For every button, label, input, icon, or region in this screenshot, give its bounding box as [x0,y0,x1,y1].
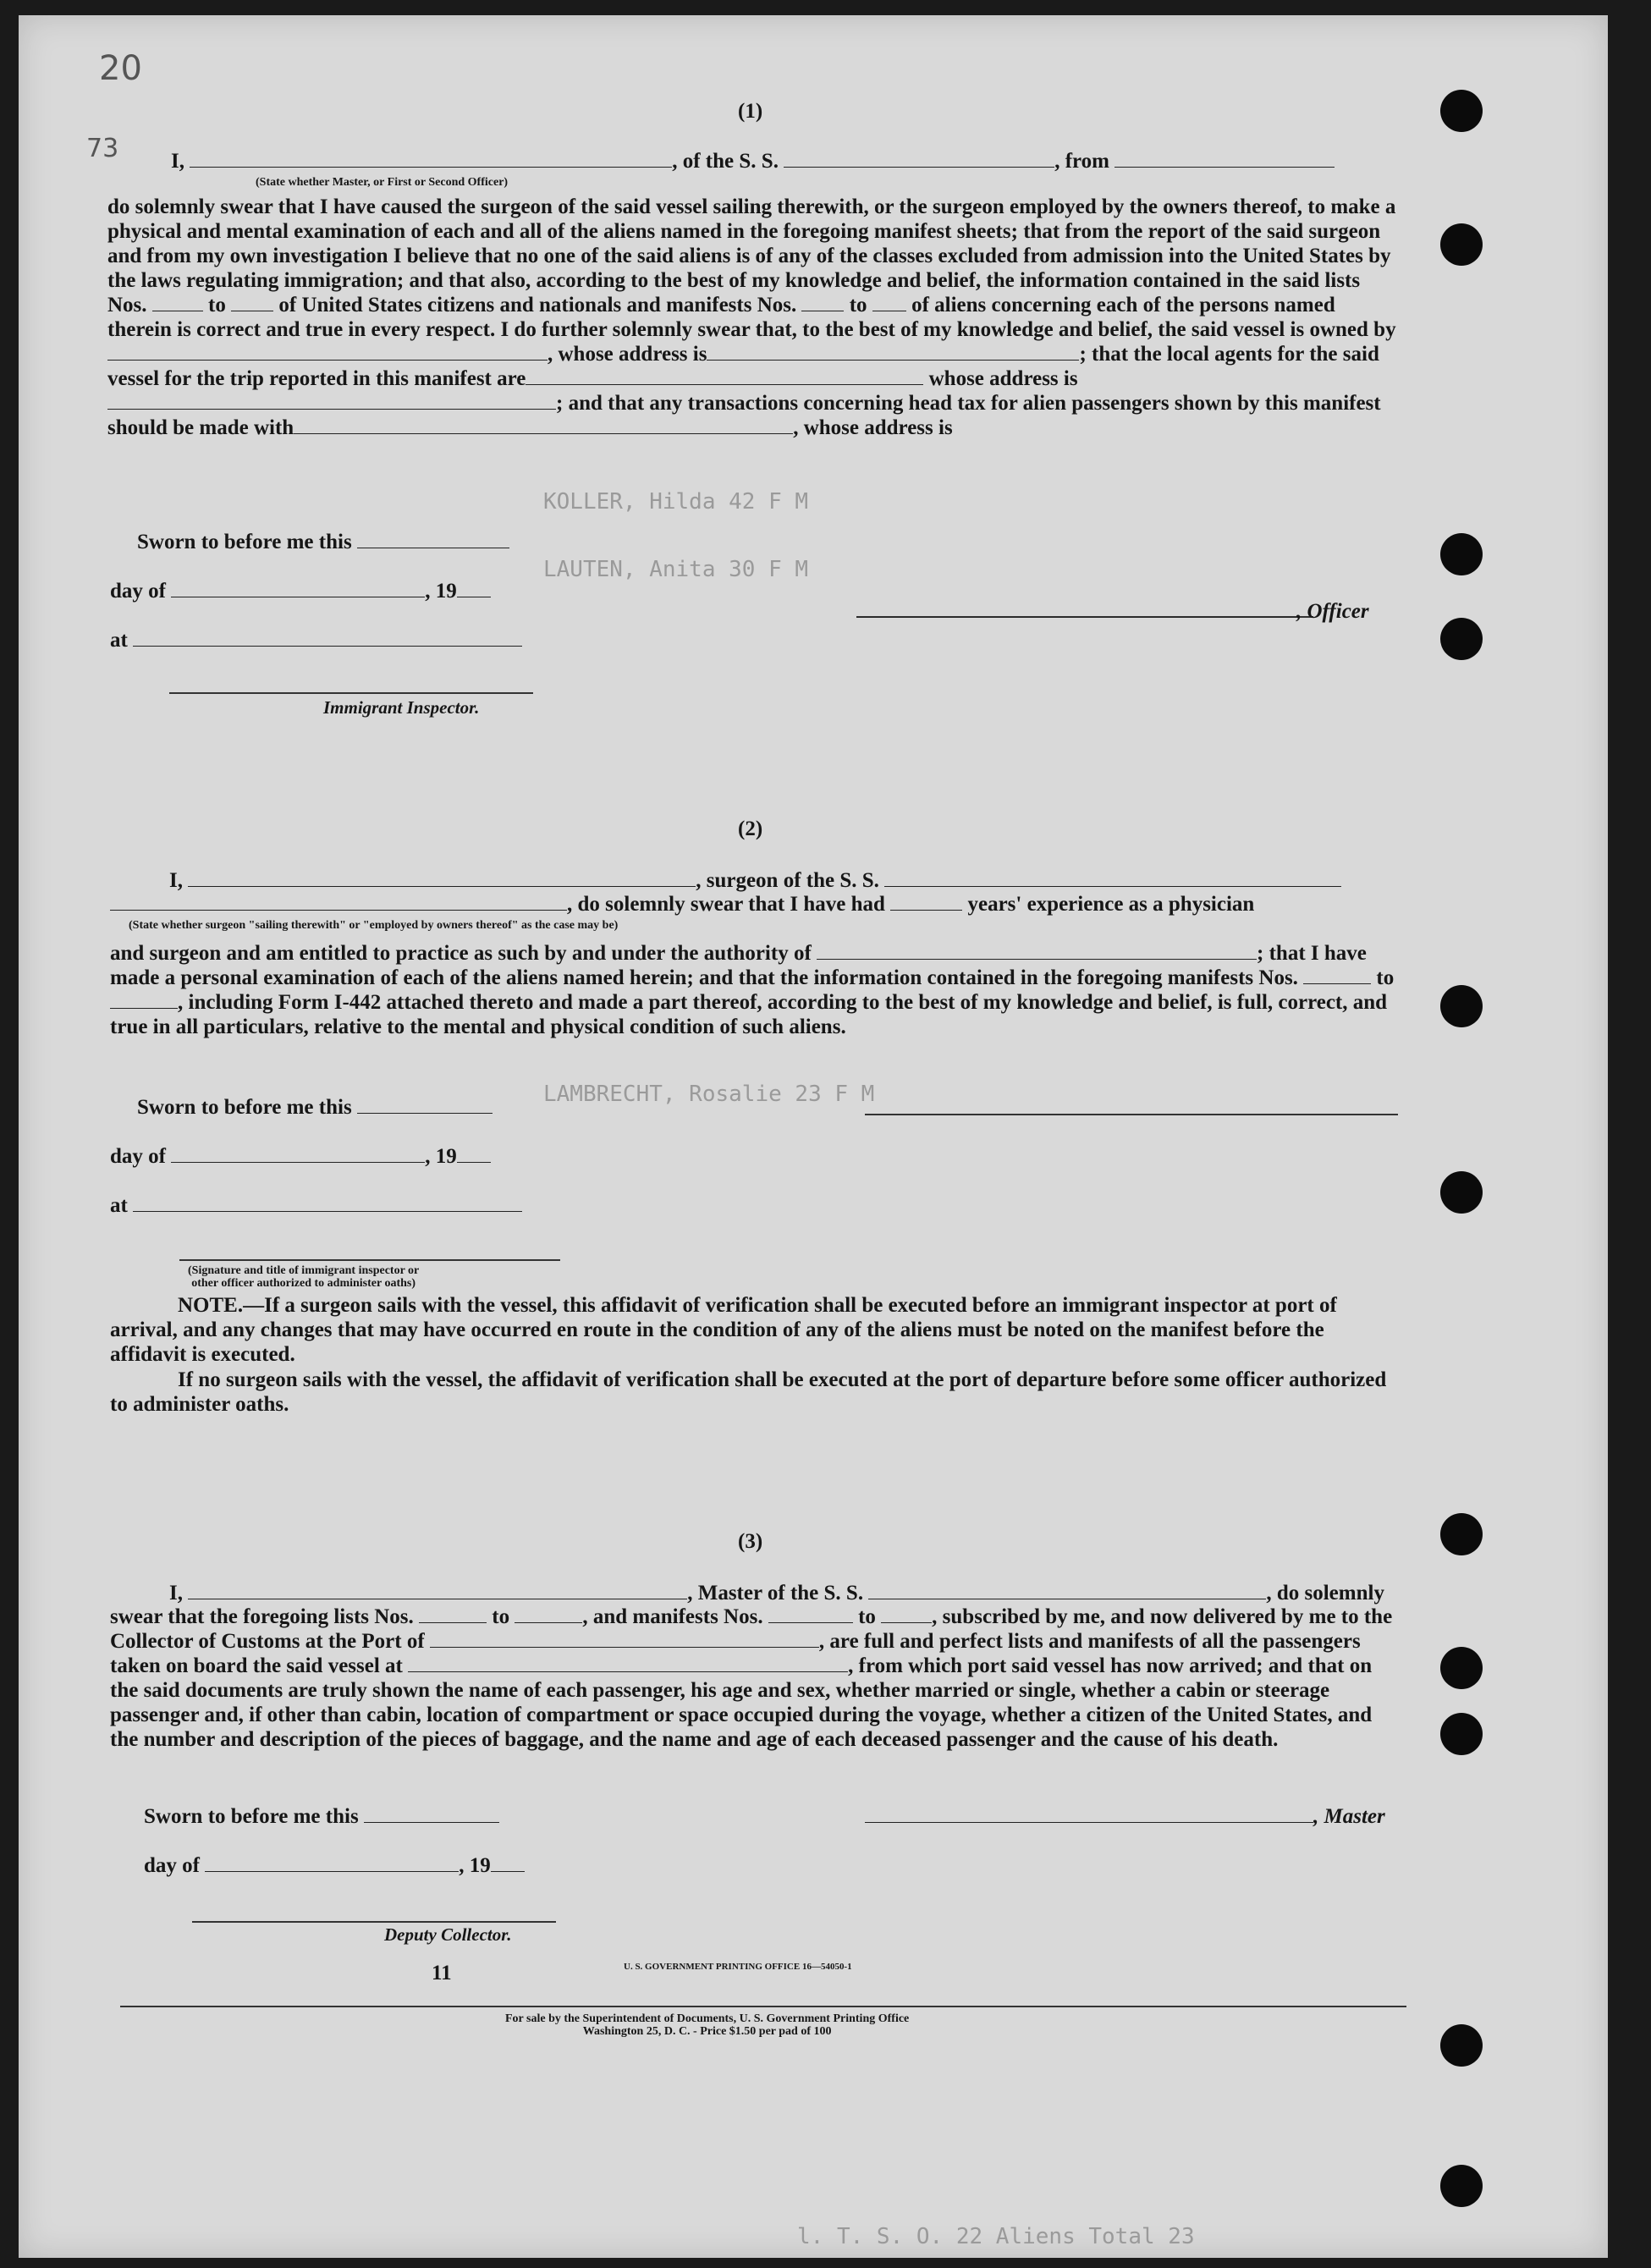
form-number: 11 [432,1962,452,1984]
day-of-line: day of , 19 [144,1853,525,1878]
printing-office: U. S. GOVERNMENT PRINTING OFFICE 16—54050-1 [624,1962,852,1972]
sworn-line: Sworn to before me this [137,1095,493,1120]
footer-rule [120,2006,1406,2007]
margin-number: 73 [86,134,119,163]
punch-hole [1440,1171,1483,1214]
sworn-line: Sworn to before me this [144,1804,499,1829]
note-text: NOTE.—If a surgeon sails with the vessel, this affidavit of verification shall be executed before an immigrant inspector at port of arrival, and any changes that may have occurred en route in the condition of any of the aliens must be noted on the manifest before the affidavit is executed. [110,1294,1337,1366]
section-1-oath-text: do solemnly swear that I have caused the surgeon of the said vessel sailing therewith, or the surgeon employed by the owners thereof, to make a physical and mental examination of each and all of the aliens named in the foregoing manifest sheets; that from the report of the said surgeon and from my own investigation I believe that no one of the said aliens is of any of the classes excluded from admission into the United States by the laws regulating immigration; and that also, according to the best of my knowledge and belief, the information contained in the said lists Nos. to of United States citizens and nationals and manifests Nos. to of aliens concerning each of the persons named therein is correct and true in every respect. I do further solemnly swear that, to the best of my knowledge and belief, the said vessel is owned by , whose address is ; that the local agents for the said vessel for the trip reported in this manifest are whose address is; and that any transactions concerning head tax for alien passengers shown by this manifest should be made with , whose address is [107,195,1396,439]
punch-hole [1440,985,1483,1027]
at-line: at [110,628,522,652]
signature-caption: Immigrant Inspector. [323,697,480,718]
manifest-page [19,15,1608,2258]
margin-number: 20 [99,49,142,88]
officer-sign-line: , Officer [856,599,1369,624]
day-of-line: day of , 19 [110,1144,491,1169]
signature-line [865,1114,1398,1115]
field-caption: (State whether Master, or First or Second Officer) [256,176,509,189]
section-number: (2) [738,817,763,840]
signature-line [192,1921,556,1923]
bleed-through-text: LAMBRECHT, Rosalie 23 F M [543,1082,875,1107]
day-of-line: day of , 19 [110,579,491,603]
punch-hole [1440,618,1483,660]
section-number: (3) [738,1530,763,1553]
signature-line [169,692,533,694]
punch-hole [1440,2165,1483,2207]
master-sign-line: , Master [865,1804,1385,1829]
signature-line [179,1259,560,1261]
bleed-through-text: LAUTEN, Anita 30 F M [543,557,809,582]
sale-notice: For sale by the Superintendent of Documents, U. S. Government Printing Office Washington 25, D. C. - Price $1.50 per pad of 100 [505,2012,910,2038]
punch-hole [1440,1513,1483,1555]
at-line: at [110,1193,522,1218]
section-2-line: , do solemnly swear that I have had years' experience as a physician [110,892,1254,917]
punch-hole [1440,2024,1483,2067]
sworn-line: Sworn to before me this [137,530,509,554]
section-3-header-line: I, , Master of the S. S. , do solemnly [169,1582,1384,1605]
punch-hole [1440,1713,1483,1755]
section-number: (1) [738,100,763,123]
section-1-header-line: I, , of the S. S. , from [171,149,1335,173]
section-2-header-line: I, , surgeon of the S. S. [169,868,1341,893]
field-caption: (State whether surgeon "sailing therewith" or "employed by owners thereof" as the case may be) [129,919,619,932]
punch-hole [1440,1647,1483,1689]
bleed-through-text: KOLLER, Hilda 42 F M [543,489,809,515]
punch-hole [1440,533,1483,575]
note-text-2: If no surgeon sails with the vessel, the affidavit of verification shall be executed at the port of departure before some officer authorized to administer oaths. [110,1368,1387,1416]
signature-caption: Deputy Collector. [384,1924,512,1945]
punch-hole [1440,223,1483,266]
punch-hole [1440,90,1483,132]
bleed-through-text: l. T. S. O. 22 Aliens Total 23 [797,2224,1195,2249]
section-3-oath-text: swear that the foregoing lists Nos. to , and manifests Nos. to , subscribed by me, and now delivered by me to the Collector of Customs at the Port of , are full and perfect lists and manifests of all the passengers taken on board the said vessel at , from which port said vessel has now arrived; and that on the said documents are truly shown the name of each passenger, his age and sex, whether married or single, whether a cabin or steerage passenger and, if other than cabin, location of compartment or space occupied during the voyage, whether a citizen of the United States, and the number and description of the pieces of baggage, and the name and age of each deceased passenger and the cause of his death. [110,1605,1393,1751]
signature-caption: (Signature and title of immigrant inspector or other officer authorized to administer oaths) [188,1264,420,1290]
section-2-oath-text: and surgeon and am entitled to practice as such by and under the authority of ; that I have made a personal examination of each of the aliens named herein; and that the information contained in the foregoing manifests Nos. to , including Form I-442 attached thereto and made a part thereof, according to the best of my knowledge and belief, is full, correct, and true in all particulars, relative to the mental and physical condition of such aliens. [110,942,1395,1038]
